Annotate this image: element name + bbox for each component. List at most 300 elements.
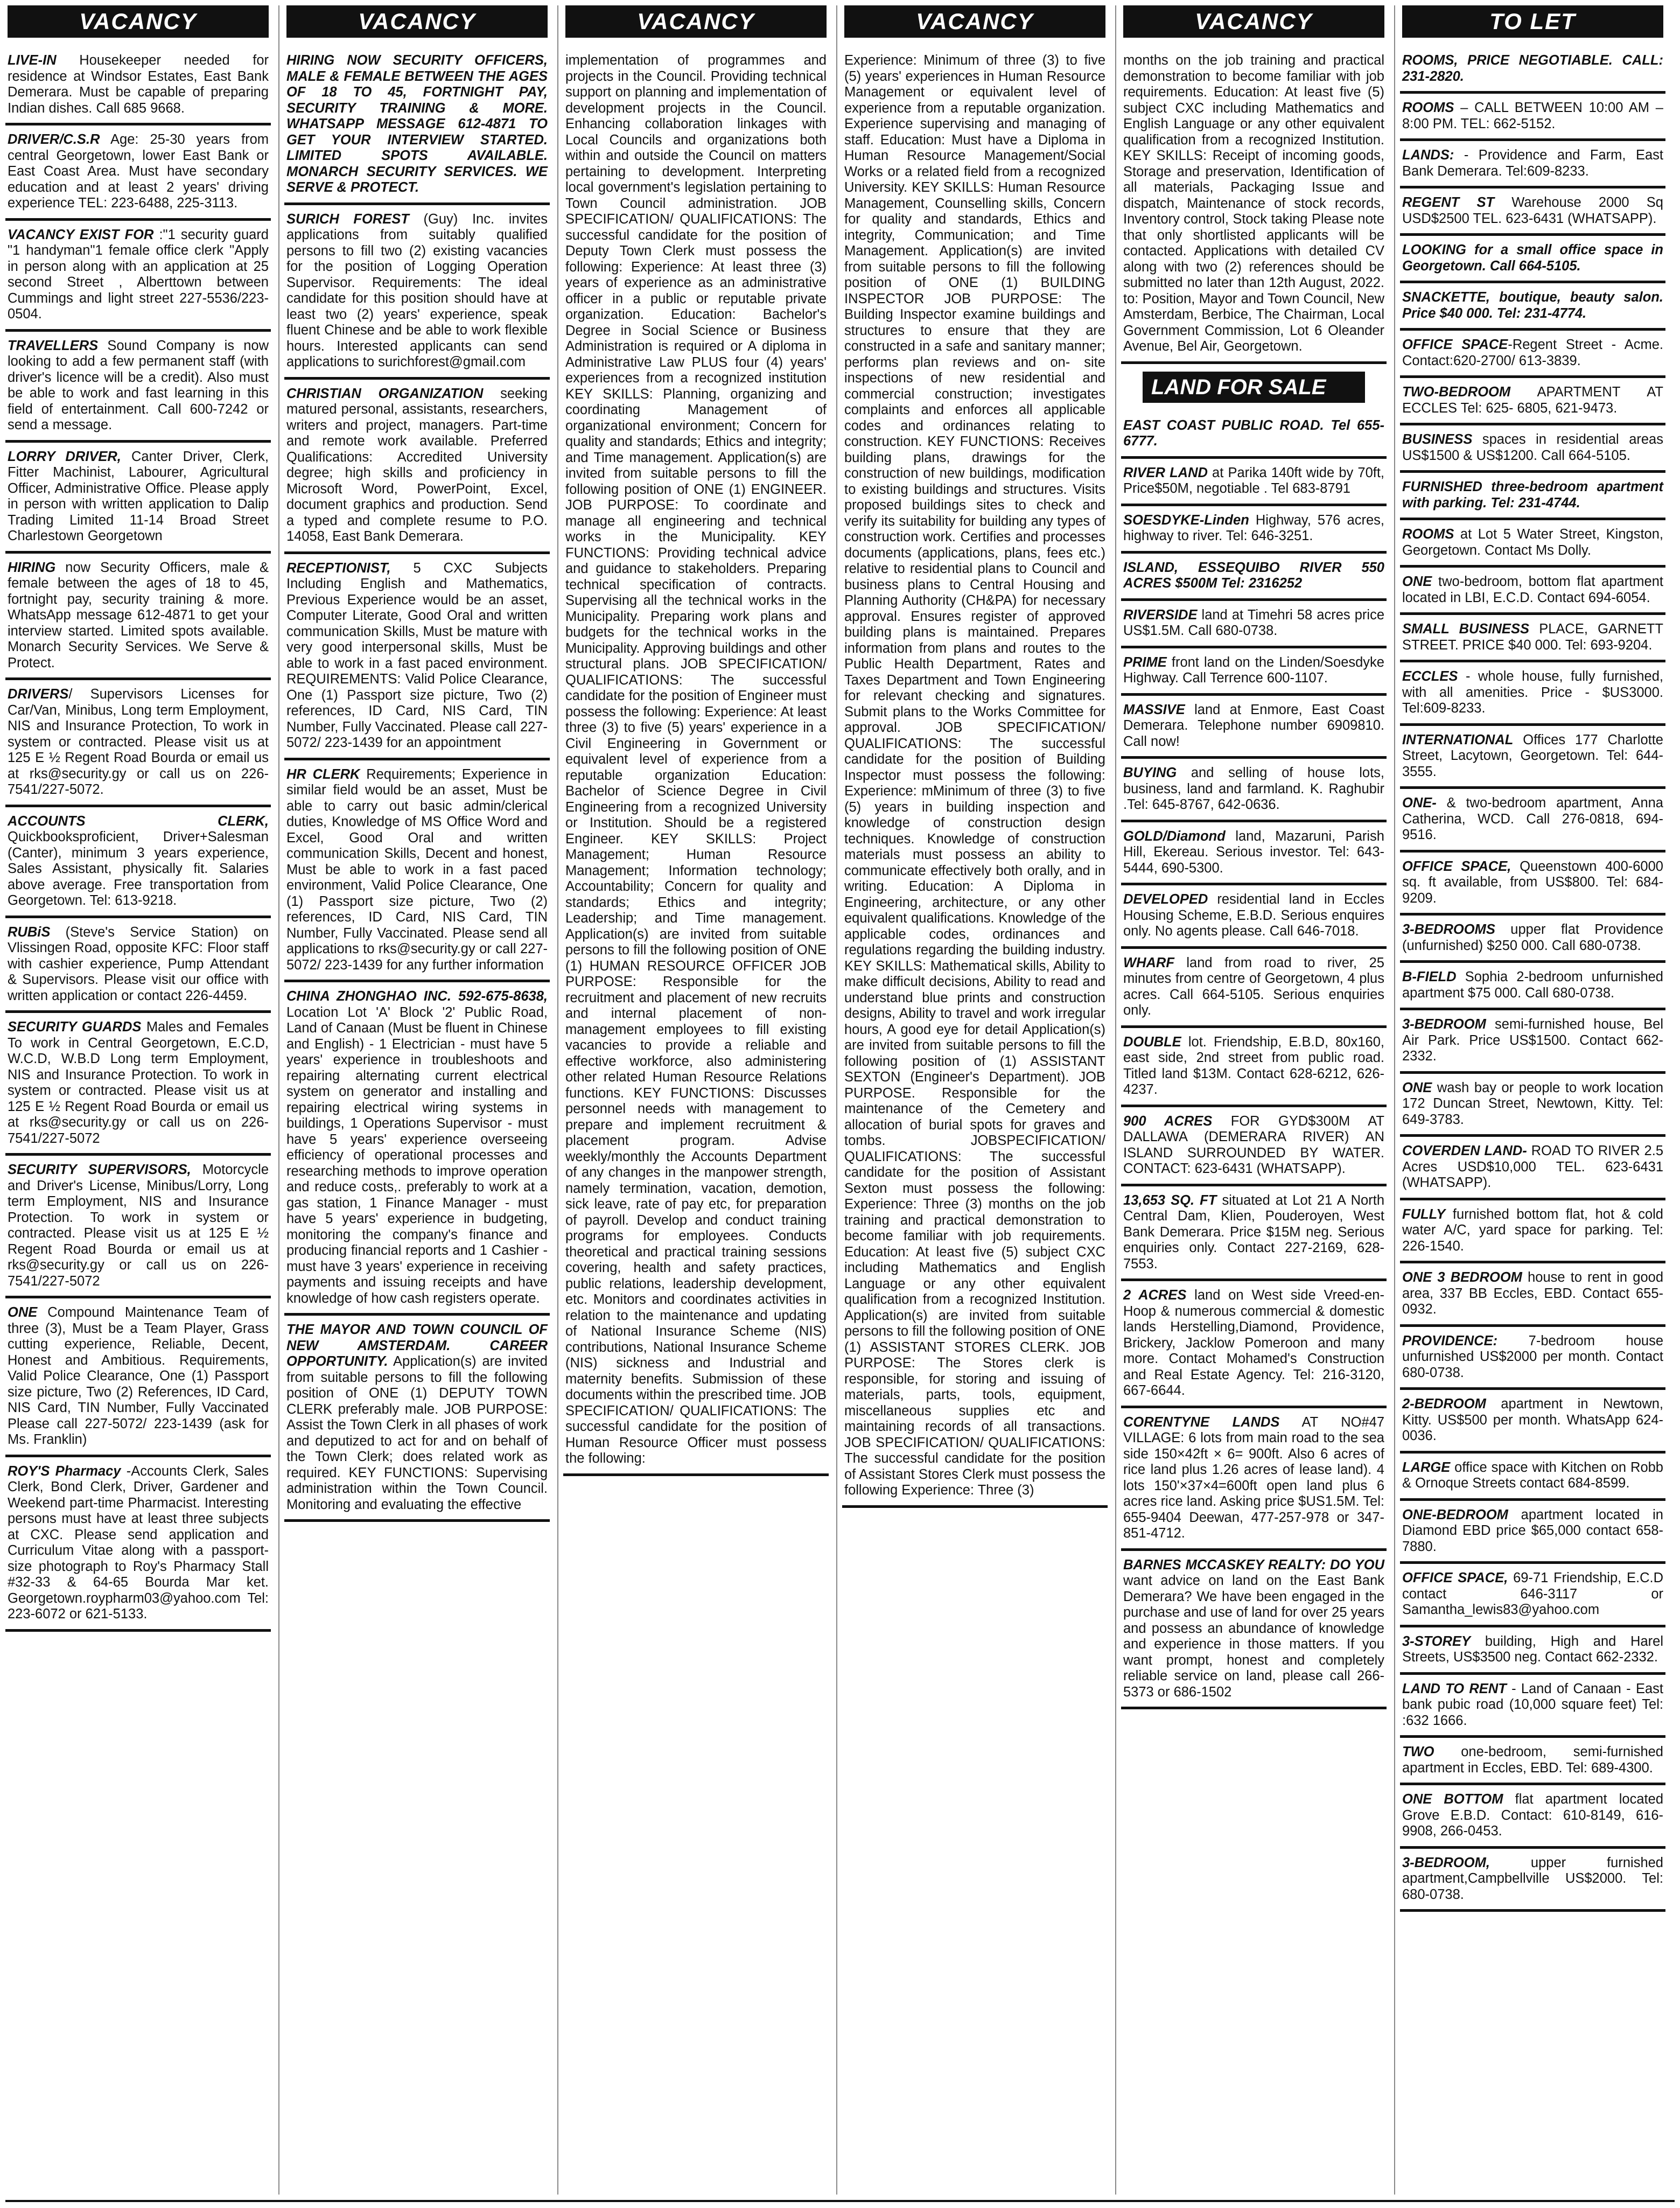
ad-body xyxy=(1123,1114,1384,1177)
ad-lead: FULLY xyxy=(1402,1206,1446,1222)
ad-text: Queenstown 400-6000 sq. ft available, from US$800. Tel: 684-9209. xyxy=(1402,858,1663,906)
ad-body xyxy=(1402,1855,1663,1903)
ad-body xyxy=(1402,1460,1663,1492)
ad-lead: MASSIVE xyxy=(1123,702,1185,717)
classified-ad xyxy=(1400,1631,1665,1675)
ad-body xyxy=(286,53,548,196)
classified-ad xyxy=(1400,618,1665,662)
ad-body xyxy=(1402,337,1663,369)
ad-body xyxy=(8,560,269,672)
ad-body xyxy=(286,767,548,974)
ad-body xyxy=(286,989,548,1306)
ad-text: - whole house, fully furnished, with all amenities. Price - $US3000. Tel:609-8233. xyxy=(1402,669,1663,716)
classified-ad xyxy=(1400,666,1665,726)
ad-text: Requirements; Experience in similar field would be an asset, Must be able to carry out basic admin/clerical duties, Knowledge of MS Office Word and Excel, Good Oral and written communication Skills, Decent and honest, Must be able to work in a fast paced environment, Valid Police Clearance, One (1) Passport size picture, Two (2) references, ID Card, NIS Card, TIN Number, Fully Vaccinated. Please send all applications to rks@security.gy or call 227-5072/ 223-1439 for any further information xyxy=(286,766,548,973)
classified-ad xyxy=(1121,415,1387,459)
classified-ad xyxy=(284,1319,550,1522)
ad-text: building, High and Harel Streets, US$3500 neg. Contact 662-2332. xyxy=(1402,1633,1663,1665)
ad-text: situated at Lot 21 A North Central Dam, Klien, Pouderoyen, West Bank Demerara. Price $15M neg. Serious enquiries only. Contact 227-2169, 628-7553. xyxy=(1123,1192,1384,1271)
ad-text: Males and Females To work in Central Georgetown, E.C.D, W.C.D, W.B.D Long term Employment, NIS and Insurance Protection. To work in system or contracted. Please visit us at 125 E ½ Regent Road Bourda or email us at rks@security.gy or call us on 226-7541/227-5072 xyxy=(8,1019,269,1146)
classified-ad xyxy=(1121,826,1387,886)
classified-ad xyxy=(1121,1284,1387,1408)
ad-body xyxy=(1402,1570,1663,1618)
ad-text: upper flat Providence (unfurnished) $250 000. Call 680-0738. xyxy=(1402,922,1663,953)
ad-lead: 2 ACRES xyxy=(1123,1288,1187,1303)
ad-text: land from road to river, 25 minutes from centre of Georgetown, 4 plus acres. Call 664-5105. Serious enquiries only. xyxy=(1123,955,1384,1018)
ad-text: (Guy) Inc. invites applications from suitably qualified persons to fill two (2) existing vacancies for the position of Logging Operation Supervisor. Requirements: The ideal candidate for this position should have at least two (2) years' experience, speak fluent Chinese and be able to work flexible hours. Interested applicants can send applications to surichforest@gmail.com xyxy=(286,211,548,369)
ad-lead: SECURITY GUARDS xyxy=(8,1019,142,1035)
ad-text: APARTMENT AT ECCLES Tel: 625- 6805, 621-9473. xyxy=(1402,385,1663,416)
ad-body xyxy=(1402,1792,1663,1840)
ad-text: -Accounts Clerk, Sales Clerk, Bond Clerk, Driver, Gardener and Weekend part-time Pharmacist. Interesting persons must have at least three subjects at CXC. Please send application and Curriculum Vitae along with a passport-size photograph to Roy's Pharmacy Stall #32-33 & 64-65 Bourda Mar ket. Georgetown.roypharm03@yahoo.com Tel: 223-6072 or 621-5133. xyxy=(8,1463,269,1622)
ad-text: office space with Kitchen on Robb & Ornoque Streets contact 684-8599. xyxy=(1402,1459,1663,1491)
ad-lead: LORRY DRIVER, xyxy=(8,449,121,464)
ad-lead: LANDS: xyxy=(1402,148,1454,163)
ad-lead: ONE-BEDROOM xyxy=(1402,1507,1508,1522)
ad-lead: ONE xyxy=(1402,574,1432,589)
ad-body xyxy=(565,53,827,1467)
ad-text: AT NO#47 VILLAGE: 6 lots from main road to the sea side 150×42ft × 6= 900ft. Also 6 acres of rice land plus 1.26 acres of lease land). 4 lots 150'×37×4=600ft open land plus 6 acres rice land. Asking price $US1.5M. Tel: 655-9404 Deewan, 477-257-978 or 347-851-4712. xyxy=(1123,1414,1385,1541)
ad-lead: HIRING xyxy=(8,560,56,575)
ad-text: Offices 177 Charlotte Street, Lacytown, Georgetown. Tel: 644-3555. xyxy=(1402,732,1663,779)
classified-ad xyxy=(1121,1412,1387,1551)
ad-text: Age: 25-30 years from central Georgetown, lower East Bank or East Coast Area. Must have secondary education and at least 2 years' driving experience TEL: 223-6488, 225-3113. xyxy=(8,132,269,211)
ad-text: implementation of programmes and projects in the Council. Providing technical support on planning and implementation of development projects in the Council. Enhancing collaboration linkages with Local Councils and organizations both within and outside the Council on matters pertaining to development. Interpreting local government's legislation pertaining to Town Council administration. JOB SPECIFICATION/ QUALIFICATIONS: The successful candidate for the position of Deputy Town Clerk must possess the following: Experience: At least three (3) years of experience as an administrative officer in a public or reputable private organization. Education: Bachelor's Degree in Social Science or Business Administration is required or A diploma in Administrative Law PLUS four (4) years' experiences from a recognized institution KEY SKILLS: Planning, organizing and coordinating Management of organizational environment; Concern for quality and standards; Ethics and integrity; and Time management. Application(s) are invited from suitable persons to fill the following position of ONE (1) ENGINEER. JOB PURPOSE: To coordinate and manage all engineering and technical works in the Municipality. KEY FUNCTIONS: Providing technical advice and guidance to stakeholders. Preparing technical specification of contracts. Supervising all the technical works in the Municipality. Preparing work plans and budgets for the technical works in the Municipality. Approving buildings and other structural plans. JOB SPECIFICATION/ QUALIFICATIONS: The successful candidate for the position of Engineer must possess the following: Experience: At least three (3) to five (5) years' experience in a Civil Engineering in Government or equivalent level of experience from a reputable organization Education: Bachelor of Science Degree in Civil Engineering from a recognized University or Institution. Should be a registered Engineer. KEY SKILLS: Project Management; Human Resource Management; Information technology; Accountability; Concern for quality and standards; Ethics and integrity; Leadership; and Time management. Application(s) are invited from suitable persons to fill the following position of ONE (1) HUMAN RESOURCE OFFICER JOB PURPOSE: Responsible for the recruitment and placement of new recruits and internal placement of non-management employees to fill existing vacancies to provide a reliable and effective workforce, also administering other related Human Resource Relations functions. KEY FUNCTIONS: Discusses personnel needs with management to prepare and implement recruitment & placement program. Advise weekly/monthly the Accounts Department of any changes in the manpower strength, namely termination, vacation, demotion, sick leave, rate of pay etc, for preparation of payroll. Develop and conduct training programs for employees. Conducts theoretical and practical training sessions covering, health and safety practices, public relations, leadership development, etc. Monitors and coordinates activities in relation to the maintenance and updating of National Insurance Scheme (NIS) contributions, National Insurance Scheme (NIS) sickness and Industrial and maternity benefits. Submission of these documents within the prescribed time. JOB SPECIFICATION/ QUALIFICATIONS: The successful candidate for the position of Human Resource Officer must possess the following: xyxy=(565,53,827,1466)
classified-ad xyxy=(284,208,550,380)
ad-body xyxy=(8,925,269,1004)
ad-body xyxy=(286,386,548,545)
classified-ad xyxy=(1121,1554,1387,1710)
ad-body xyxy=(1402,795,1663,843)
ad-body xyxy=(1123,560,1384,592)
ad-lead: LARGE xyxy=(1402,1459,1451,1475)
column-1 xyxy=(5,5,271,2195)
ad-lead: RUBiS xyxy=(8,924,51,940)
classified-ad xyxy=(1400,919,1665,963)
ad-lead: BARNES MCCASKEY REALTY: DO YOU xyxy=(1123,1557,1384,1573)
ad-text: land on West side Vreed-en-Hoop & numerous commercial & domestic lands Herstelling,Diamond, Providence, Brickery, Jacklow Pomeroon and many more. Contact Mohamed's Construction and Real Estate Agency. Tel: 216-3120, 667-6644. xyxy=(1123,1288,1384,1398)
ad-body xyxy=(1402,732,1663,780)
ad-body xyxy=(1123,53,1384,355)
ad-body xyxy=(1402,1507,1663,1555)
ad-lead: RECEPTIONIST, xyxy=(286,560,391,576)
ad-text: 5 CXC Subjects Including English and Mathematics, Previous Experience would be an asset, Computer Literate, Good Oral and written communication Skills, Must be mature with very good interpersonal skills, Must be able to work in a fast paced environment. REQUIREMENTS: Valid Police Clearance, One (1) Passport size picture, Two (2) references, ID Card, NIS Card, TIN Number, Fully Vaccinated. Please call 227-5072/ 223-1439 for an appointment xyxy=(286,560,548,750)
ad-text: apartment located in Diamond EBD price $65,000 contact 658-7880. xyxy=(1402,1507,1663,1554)
ad-lead: TWO-BEDROOM xyxy=(1402,385,1511,400)
ad-text: ROAD TO RIVER 2.5 Acres USD$10,000 TEL. 623-6431 (WHATSAPP). xyxy=(1402,1143,1663,1190)
ad-body xyxy=(1402,1634,1663,1666)
ad-body xyxy=(8,1305,269,1448)
ad-lead: 3-STOREY xyxy=(1402,1633,1471,1649)
ad-body xyxy=(8,338,269,434)
ad-text: Location Lot 'A' Block '2' Public Road, Land of Canaan (Must be fluent in Chinese and English) - 1 Electrician - must have 5 years' experience in troubleshoots and repairing alternating current electrical system on generator and installing and repairing electrical wiring systems in buildings, 1 Operations Supervisor - must have 5 years' experience overseeing efficiency of operational processes and researching methods to improve operation and reduce costs,. preferably to work at a gas station, 1 Finance Manager - must have 5 years' experience in budgeting, monitoring the company's finance and producing financial reports and 1 Cashier - must have 3 years' experience in receiving payments and issuing receipts and have knowledge of how cash registers operate. xyxy=(286,1004,548,1306)
ad-text: lot. Friendship, E.B.D, 80x160, east side, 2nd street from public road. Titled land $13M. Contact 628-6212, 626-4237. xyxy=(1123,1034,1384,1097)
ad-body xyxy=(1402,922,1663,954)
ad-body xyxy=(8,132,269,212)
classified-ad xyxy=(1400,523,1665,568)
ad-text: furnished bottom flat, hot & cold water A/C, yard space for parking. Tel: 226-1540. xyxy=(1402,1206,1663,1254)
ad-body xyxy=(1123,465,1384,497)
classified-ad xyxy=(1121,762,1387,822)
classified-ad xyxy=(1121,1110,1387,1186)
ad-body xyxy=(8,1019,269,1147)
ad-body xyxy=(1402,1396,1663,1444)
ad-body xyxy=(1402,1744,1663,1776)
ad-text: - Providence and Farm, East Bank Demerara. Tel:609-8233. xyxy=(1402,148,1663,179)
ad-text: now Security Officers, male & female between the ages of 18 to 45, fortnight pay, security training & more. WhatsApp message 612-4871 to get your interview started. Limited spots available. Monarch Security Services. We Serve & Protect. xyxy=(8,560,269,670)
column-4 xyxy=(842,5,1108,2195)
ad-lead: EAST COAST PUBLIC ROAD. Tel 655-6777. xyxy=(1123,417,1384,449)
ad-text: Compound Maintenance Team of three (3), Must be a Team Player, Grass cutting experience, Reliable, Decent, Honest and Ambitious. Requirements, Valid Police Clearance, One (1) Passport size picture, Two (2) References, ID Card, NIS Card, TIN Number, Fully Vaccinated Please call 227-5072/ 223-1439 (ask for Ms. Franklin) xyxy=(8,1305,269,1447)
classified-ad xyxy=(1400,239,1665,283)
column-5 xyxy=(1121,5,1387,2195)
ad-text: two-bedroom, bottom flat apartment located in LBI, E.C.D. Contact 694-6054. xyxy=(1402,574,1663,605)
ad-text: spaces in residential areas US$1500 & US$1200. Call 664-5105. xyxy=(1402,432,1663,463)
ad-lead: B-FIELD xyxy=(1402,969,1457,984)
ad-lead: PROVIDENCE: xyxy=(1402,1333,1498,1348)
classified-ad xyxy=(1400,476,1665,520)
ad-body xyxy=(8,814,269,909)
ad-body xyxy=(8,53,269,116)
ad-body xyxy=(1402,621,1663,653)
ad-body xyxy=(1123,1557,1384,1701)
ad-body xyxy=(1123,513,1384,544)
classified-ad xyxy=(284,383,550,554)
section-heading: VACANCY xyxy=(844,5,1105,38)
classified-ad xyxy=(1121,1031,1387,1107)
ad-body xyxy=(1402,1143,1663,1191)
ad-lead: COVERDEN LAND- xyxy=(1402,1143,1527,1158)
ad-lead: WHARF xyxy=(1123,955,1174,970)
ad-lead: DOUBLE xyxy=(1123,1034,1181,1050)
ad-text: months on the job training and practical demonstration to become familiar with job requirements. Education: At least five (5) subject CXC including Mathematics and English Language or any other equivalent qualification from a recognized Institution. KEY SKILLS: Receipt of incoming goods, Storage and preservation, Identification of all materials, Packaging Issue and dispatch, Maintenance of stock records, Inventory control, Stock taking Please note that only shortlisted applicants will be contacted. Applications with detailed CV along with two (2) references should be submitted no later than 12th August, 2022. to: Position, Mayor and Town Council, New Amsterdam, Berbice, The Chairman, Local Government Commission, Lot 6 Oleander Avenue, Bel Air, Georgetown. xyxy=(1123,53,1384,354)
ad-lead: RIVERSIDE xyxy=(1123,607,1198,623)
column-3 xyxy=(563,5,829,2195)
ad-lead: PRIME xyxy=(1123,654,1167,670)
classified-ad xyxy=(1121,652,1387,696)
ad-text: Sophia 2-bedroom unfurnished apartment $75 000. Call 680-0738. xyxy=(1402,969,1663,1001)
classified-ad xyxy=(5,335,271,443)
section-heading: VACANCY xyxy=(8,5,269,38)
ad-lead: SOESDYKE-Linden xyxy=(1123,512,1249,528)
ad-lead: CHINA ZHONGHAO INC. 592-675-8638, xyxy=(286,989,548,1004)
ad-lead: FURNISHED three-bedroom apartment with parking. Tel: 231-4744. xyxy=(1402,479,1663,511)
classified-ad xyxy=(1400,1788,1665,1849)
column-2 xyxy=(284,5,550,2195)
ad-body xyxy=(8,687,269,798)
ad-body xyxy=(1402,195,1663,227)
ad-lead: TWO xyxy=(1402,1744,1434,1759)
classified-ad xyxy=(1121,50,1387,364)
classified-ad xyxy=(1400,729,1665,789)
ad-lead: ROOMS, PRICE NEGOTIABLE. CALL: 231-2820. xyxy=(1402,53,1663,84)
ad-lead: 3-BEDROOM xyxy=(1402,1017,1486,1032)
ad-body xyxy=(1123,1415,1384,1542)
ad-body xyxy=(1123,702,1384,750)
ad-text: wash bay or people to work location 172 Duncan Street, Newtown, Kitty. Tel: 649-3783. xyxy=(1402,1080,1663,1127)
ad-text: Motorcycle and Driver's License, Minibus/Lorry, Long term Employment, NIS and Insurance Protection. To work in system or contracted. Please visit us at 125 E ½ Regent Road Bourda or email us at rks@security.gy or call us on 226-7541/227-5072 xyxy=(8,1162,269,1289)
classified-ad xyxy=(1121,604,1387,648)
ad-lead: SMALL BUSINESS xyxy=(1402,621,1529,637)
ad-lead: CORENTYNE LANDS xyxy=(1123,1414,1280,1430)
classified-ad xyxy=(5,810,271,918)
ad-lead: ECCLES xyxy=(1402,669,1458,684)
ad-lead: CHRISTIAN ORGANIZATION xyxy=(286,386,484,401)
classified-ad xyxy=(5,224,271,332)
ad-body xyxy=(1402,859,1663,907)
classified-ad xyxy=(1400,429,1665,473)
ad-lead: REGENT ST xyxy=(1402,195,1495,210)
ad-body xyxy=(1402,479,1663,511)
classified-ad xyxy=(1400,287,1665,331)
ad-lead: LAND TO RENT xyxy=(1402,1681,1507,1696)
ad-lead: DRIVERS xyxy=(8,687,69,702)
ad-body xyxy=(1123,418,1384,450)
classified-ad xyxy=(1121,889,1387,949)
ad-body xyxy=(1123,829,1384,877)
classified-ad xyxy=(1400,97,1665,141)
ad-body xyxy=(286,1322,548,1513)
ad-lead: VACANCY EXIST FOR xyxy=(8,227,154,242)
ad-body xyxy=(1123,892,1384,940)
ad-lead: 13,653 SQ. FT xyxy=(1123,1192,1217,1208)
ad-body xyxy=(8,449,269,544)
ad-text: / Supervisors Licenses for Car/Van, Minibus, Long term Employment, NIS and Insurance Protection, To work in system or contracted. Please visit us at 125 E ½ Regent Road Bourda or email us at rks@security.gy or call us on 226-7541/227-5072. xyxy=(8,687,269,797)
classified-ad xyxy=(5,1302,271,1457)
ad-lead: ONE BOTTOM xyxy=(1402,1792,1503,1807)
ad-text: Experience: Minimum of three (3) to five (5) years' experiences in Human Resource Management or equivalent level of experience from a reputable organization. Experience supervising and managing of staff. Education: Must have a Diploma in Human Resource Management/Social Works or a related field from a recognized University. KEY SKILLS: Human Resource Management, Counselling skills, Concern for quality and standards, Ethics and integrity, Communication; and Time Management. Application(s) are invited from suitable persons to fill the following position of ONE (1) BUILDING INSPECTOR JOB PURPOSE: The Building Inspector examine buildings and structures to ensure that they are constructed in a safe and sanitary manner; performs plan reviews and on- site inspections of new residential and commercial construction; investigates complaints and enforces all applicable codes and ordinances relating to construction. KEY FUNCTIONS: Receives building plans, drawings for the construction of new buildings, modification to existing buildings and structures. Visits proposed buildings sites to check and verify its suitability for building any types of construction work. Certifies and processes documents (applications, plans, fees etc.) relative to residential plans to Council and business plans to Central Housing and Planning Authority (CH&PA) for necessary approval. Ensures register of approved building plans is maintained. Prepares information from plans and routes to the Public Health Department, Rates and Taxes Department and Town Engineering for relevant checking and signatures. Submit plans to the Works Committee for approval. JOB SPECIFICATION/ QUALIFICATIONS: The successful candidate for the position of Building Inspector must possess the following: Experience: mMinimum of three (3) to five (5) years in building inspection and knowledge of construction design techniques. Knowledge of construction materials must possess an ability to communicate effectively both orally, and in writing. Education: A Diploma in Engineering, architecture, or any other equivalent qualifications. Knowledge of the applicable codes, ordinances and regulations regarding the building industry. KEY SKILLS: Mathematical skills, Ability to make difficult decisions, Ability to read and understand blue prints and construction designs, Ability to travel and work irregular hours, A good eye for detail Application(s) are invited from suitable persons to fill the following position of (1) ASSISTANT SEXTON (Engineer's Department). JOB PURPOSE. Responsible for the maintenance of the Cemetery and allocation of burial spots for graves and tombs. JOBSPECIFICATION/ QUALIFICATIONS: The successful candidate for the position of Assistant Sexton must possess the following: Experience: Three (3) months on the job training and practical demonstration to become familiar with job requirements. Education: At least five (5) subject CXC including Mathematics and English Language or any other equivalent qualification from a recognized Institution. Application(s) are invited from suitable persons to fill the following position of ONE (1) ASSISTANT STORES CLERK. JOB PURPOSE: The Stores clerk is responsible, for storing and issuing of materials, parts, tools, equipment, miscellaneous supplies etc and maintaining records of all transactions. JOB SPECIFICATION/ QUALIFICATIONS: The successful candidate for the position of Assistant Stores Clerk must possess the following Experience: Three (3) xyxy=(844,53,1105,1498)
ad-text: (Steve's Service Station) on Vlissingen Road, opposite KFC: Floor staff with cashier experience, Pump Attendant & Supervisors. Please visit our office with written application or contact 226-4459. xyxy=(8,924,269,1003)
ad-text: Canter Driver, Clerk, Fitter Machinist, Labourer, Agricultural Officer, Administrative Office. Please apply in person with written application to Dalip Trading Limited 11-14 Broad Street Charlestown Georgetown xyxy=(8,449,269,543)
ad-lead: LIVE-IN xyxy=(8,53,57,68)
ad-body xyxy=(1402,969,1663,1001)
classified-ad xyxy=(5,1461,271,1632)
classified-ad xyxy=(1121,557,1387,601)
classified-ad xyxy=(842,50,1108,1508)
classified-ad xyxy=(1400,966,1665,1010)
ad-body xyxy=(1123,955,1384,1019)
ad-lead: HR CLERK xyxy=(286,766,360,782)
classified-ad xyxy=(1400,192,1665,236)
ad-lead: HIRING NOW SECURITY OFFICERS, MALE & FEMALE BETWEEN THE AGES OF 18 TO 45, FORTNIGHT PAY, SECURITY TRAINING & MORE. WHATSAPP MESSAGE 612-4871 TO GET YOUR INTERVIEW STARTED. LIMITED SPOTS AVAILABLE. MONARCH SECURITY SERVICES. WE SERVE & PROTECT. xyxy=(286,53,548,195)
ad-lead: TRAVELLERS xyxy=(8,338,99,353)
classified-ad xyxy=(5,50,271,125)
classified-ad xyxy=(1400,1204,1665,1264)
ad-lead: LOOKING for a small office space in Georgetown. Call 664-5105. xyxy=(1402,242,1663,274)
classified-ad xyxy=(1400,1852,1665,1912)
bottom-rule xyxy=(5,2200,1675,2202)
ad-lead: THE MAYOR AND TOWN COUNCIL OF NEW AMSTERDAM. CAREER OPPORTUNITY. xyxy=(286,1322,548,1369)
ad-lead: ISLAND, ESSEQUIBO RIVER 550 ACRES $500M Tel: 2316252 xyxy=(1123,560,1384,591)
ad-lead: ACCOUNTS CLERK, xyxy=(8,813,269,829)
ad-lead: ONE 3 BEDROOM xyxy=(1402,1270,1522,1285)
classified-ad xyxy=(563,50,829,1476)
ad-text: land, Mazaruni, Parish Hill, Ekereau. Serious investor. Tel: 643-5444, 690-5300. xyxy=(1123,828,1384,876)
ad-lead: ROY'S Pharmacy xyxy=(8,1463,121,1479)
ad-body xyxy=(1123,607,1384,639)
ad-text: 69-71 Friendship, E.C.D contact 646-3117 or Samantha_lewis83@yahoo.com xyxy=(1402,1570,1663,1617)
ad-text: seeking matured personal, assistants, researchers, writers and project, managers. Part-time and remote work available. Preferred Qualifications: Accredited University degree; high skills and proficiency in Microsoft Word, PowerPoint, Excel, document graphics and production. Send a typed and complete resume to P.O. 14058, East Bank Demerara. xyxy=(286,386,548,544)
ad-text: Warehouse 2000 Sq USD$2500 TEL. 623-6431 (WHATSAPP). xyxy=(1402,195,1663,226)
ad-lead: ROOMS xyxy=(1402,100,1454,115)
ad-text: Housekeeper needed for residence at Windsor Estates, East Bank Demerara. Must be capable of preparing Indian dishes. Call 685 9668. xyxy=(8,53,269,116)
ad-text: and selling of house lots, business, land and farmland. K. Raghubir .Tel: 645-8767, 642-0636. xyxy=(1123,765,1384,812)
classified-ad xyxy=(1400,1014,1665,1074)
classified-ad xyxy=(1400,792,1665,853)
ad-text: front land on the Linden/Soesdyke Highway. Call Terrence 600-1107. xyxy=(1123,654,1384,686)
ad-lead: INTERNATIONAL xyxy=(1402,732,1514,747)
classified-ad xyxy=(1400,334,1665,378)
ad-lead: ROOMS xyxy=(1402,527,1454,542)
classified-ad xyxy=(5,921,271,1014)
ad-text: - Land of Canaan - East bank pubic road (10,000 square feet) Tel: :632 1666. xyxy=(1402,1681,1663,1728)
classified-ad xyxy=(284,557,550,760)
column-6 xyxy=(1400,5,1665,2195)
classified-ad xyxy=(1121,1190,1387,1282)
classified-ad xyxy=(284,986,550,1316)
classified-ad xyxy=(1400,1457,1665,1501)
classified-ad xyxy=(5,1159,271,1298)
ad-text: PLACE, GARNETT STREET. PRICE $40 000. Tel: 693-9204. xyxy=(1402,621,1663,653)
ad-body xyxy=(1123,1035,1384,1098)
ad-text: residential land in Eccles Housing Scheme, E.B.D. Serious enquires only. No agents please. Call 646-7018. xyxy=(1123,892,1384,939)
ad-text: FOR GYD$300M AT DALLAWA (DEMERARA RIVER) AN ISLAND SURROUNDED BY WATER. CONTACT: 623-6431 (WHATSAPP). xyxy=(1123,1113,1384,1176)
classified-ad xyxy=(1121,952,1387,1028)
classified-ad xyxy=(1121,462,1387,506)
classified-ad xyxy=(1400,1567,1665,1627)
ad-lead: 2-BEDROOM xyxy=(1402,1396,1486,1412)
section-heading: VACANCY xyxy=(1123,5,1384,38)
ad-body xyxy=(1123,765,1384,813)
classified-ad xyxy=(1400,1077,1665,1137)
classified-ad xyxy=(5,557,271,681)
ad-text: Quickbooksproficient, Driver+Salesman (Canter), minimum 3 years experience, Sales Assistant, physically fit. Salaries above average. Free transportation from Georgetown. Tel: 613-9218. xyxy=(8,829,269,908)
ad-text: land at Timehri 58 acres price US$1.5M. Call 680-0738. xyxy=(1123,607,1384,638)
ad-body xyxy=(1402,242,1663,274)
ad-text: semi-furnished house, Bel Air Park. Price US$1500. Contact 662-2332. xyxy=(1402,1017,1663,1064)
ad-lead: BUSINESS xyxy=(1402,432,1473,447)
ad-body xyxy=(8,1464,269,1623)
ad-text: -Regent Street - Acme. Contact:620-2700/ 613-3839. xyxy=(1402,337,1664,368)
ad-body xyxy=(1402,1080,1663,1128)
ad-lead: ONE- xyxy=(1402,795,1437,810)
classified-ad xyxy=(5,683,271,807)
ad-body xyxy=(1402,1681,1663,1729)
classified-ad xyxy=(284,764,550,983)
ad-text: want advice on land on the East Bank Demerara? We have been engaged in the purchase and use of land for over 25 years and possess an abundance of knowledge and experience in those matters. If you want prompt, honest and completely reliable service on land, please call 266-5373 or 686-1502 xyxy=(1123,1573,1384,1700)
ad-body xyxy=(1402,148,1663,179)
ad-lead: RIVER LAND xyxy=(1123,465,1208,480)
ad-body xyxy=(1402,53,1663,85)
ad-text: & two-bedroom apartment, Anna Catherina, WCD. Call 276-0818, 694-9516. xyxy=(1402,795,1663,842)
ad-text: house to rent in good area, 337 BB Eccles, EBD. Contact 655-0932. xyxy=(1402,1270,1663,1317)
ad-lead: DEVELOPED xyxy=(1123,892,1208,907)
ad-text: at Lot 5 Water Street, Kingston, Georgetown. Contact Ms Dolly. xyxy=(1402,527,1663,558)
classified-ad xyxy=(1400,381,1665,425)
ad-body xyxy=(1402,432,1663,464)
classified-ad xyxy=(5,1016,271,1156)
section-heading: TO LET xyxy=(1402,5,1663,38)
ad-text: Sound Company is now looking to add a few permanent staff (with driver's licence will be a credit). Also must be able to work and fast learning in this field of entertainment. Call 600-7242 or send a message. xyxy=(8,338,269,432)
classified-ad xyxy=(1400,856,1665,916)
ad-lead: GOLD/Diamond xyxy=(1123,828,1226,844)
ad-body xyxy=(286,561,548,751)
ad-body xyxy=(1402,1333,1663,1381)
ad-body xyxy=(1123,1193,1384,1273)
ad-text: Application(s) are invited from suitable persons to fill the following position of ONE (1) DEPUTY TOWN CLERK preferably male. JOB PURPOSE: Assist the Town Clerk in all phases of work and deputized to act for and on behalf of the Town Clerk; does related work as required. KEY FUNCTIONS: Supervising administration within the Town Council. Monitoring and evaluating the effective xyxy=(286,1354,548,1512)
classified-ad xyxy=(1400,50,1665,94)
ad-body xyxy=(1402,574,1663,606)
classified-ad xyxy=(1400,1393,1665,1454)
classified-ad xyxy=(1400,1330,1665,1391)
ad-lead: SURICH FOREST xyxy=(286,211,409,227)
ad-text: apartment in Newtown, Kitty. US$500 per month. WhatsApp 624-0036. xyxy=(1402,1396,1663,1443)
classified-ad xyxy=(1400,144,1665,188)
ad-body xyxy=(1123,1288,1384,1399)
ad-text: flat apartment located Grove E.B.D. Contact: 610-8149, 616-9908, 266-0453. xyxy=(1402,1792,1663,1839)
ad-lead: OFFICE SPACE, xyxy=(1402,1570,1508,1585)
ad-lead: 3-BEDROOM, xyxy=(1402,1855,1490,1870)
classified-ad xyxy=(1400,571,1665,615)
section-heading: VACANCY xyxy=(565,5,827,38)
ad-body xyxy=(844,53,1105,1499)
ad-body xyxy=(286,212,548,371)
classified-ad xyxy=(1400,1678,1665,1738)
ad-text: – CALL BETWEEN 10:00 AM – 8:00 PM. TEL: 662-5152. xyxy=(1402,100,1663,131)
ad-lead: DRIVER/C.S.R xyxy=(8,132,100,147)
ad-body xyxy=(1402,385,1663,416)
classified-ad xyxy=(1400,1741,1665,1785)
ad-body xyxy=(1402,100,1663,132)
classified-ad xyxy=(284,50,550,205)
ad-body xyxy=(1123,655,1384,687)
ad-text: one-bedroom, semi-furnished apartment in Eccles, EBD. Tel: 689-4300. xyxy=(1402,1744,1663,1776)
ad-lead: ONE xyxy=(8,1305,38,1320)
classified-ad xyxy=(1400,1267,1665,1327)
ad-lead: 900 ACRES xyxy=(1123,1113,1213,1129)
classified-ad xyxy=(5,446,271,554)
ad-text: Highway, 576 acres, highway to river. Tel: 646-3251. xyxy=(1123,512,1384,543)
ad-body xyxy=(1402,290,1663,322)
ad-lead: BUYING xyxy=(1123,765,1177,780)
classified-ad xyxy=(1400,1140,1665,1200)
classified-ad xyxy=(1400,1504,1665,1564)
ad-text: 7-bedroom house unfurnished US$2000 per month. Contact 680-0738. xyxy=(1402,1333,1663,1380)
classified-ad xyxy=(1121,509,1387,554)
ad-lead: SNACKETTE, boutique, beauty salon. Price $40 000. Tel: 231-4774. xyxy=(1402,290,1663,321)
ad-text: at Parika 140ft wide by 70ft, Price$50M, negotiable . Tel 683-8791 xyxy=(1123,465,1385,496)
ad-body xyxy=(1402,1017,1663,1065)
ad-body xyxy=(8,1162,269,1289)
ad-body xyxy=(1402,1270,1663,1318)
ad-text: upper furnished apartment,Campbellville US$2000. Tel: 680-0738. xyxy=(1402,1855,1663,1902)
ad-lead: ONE xyxy=(1402,1080,1432,1095)
classified-ad xyxy=(5,129,271,221)
ad-lead: OFFICE SPACE xyxy=(1402,337,1508,352)
ad-lead: 3-BEDROOMS xyxy=(1402,922,1495,937)
section-subheading: LAND FOR SALE xyxy=(1143,372,1365,403)
ad-body xyxy=(1402,1207,1663,1255)
ad-lead: OFFICE SPACE, xyxy=(1402,858,1511,874)
ad-lead: SECURITY SUPERVISORS, xyxy=(8,1162,191,1177)
classified-ad xyxy=(1121,699,1387,759)
section-heading: VACANCY xyxy=(286,5,548,38)
ad-text: land at Enmore, East Coast Demerara. Telephone number 6909810. Call now! xyxy=(1123,702,1384,749)
ad-text: :"1 security guard "1 handyman"1 female office clerk "Apply in person along with an application at 25 second Street , Alberttown between Cummings and light street 227-5536/223-0504. xyxy=(8,227,269,322)
ad-body xyxy=(1402,669,1663,717)
ad-body xyxy=(8,227,269,323)
ad-body xyxy=(1402,527,1663,558)
